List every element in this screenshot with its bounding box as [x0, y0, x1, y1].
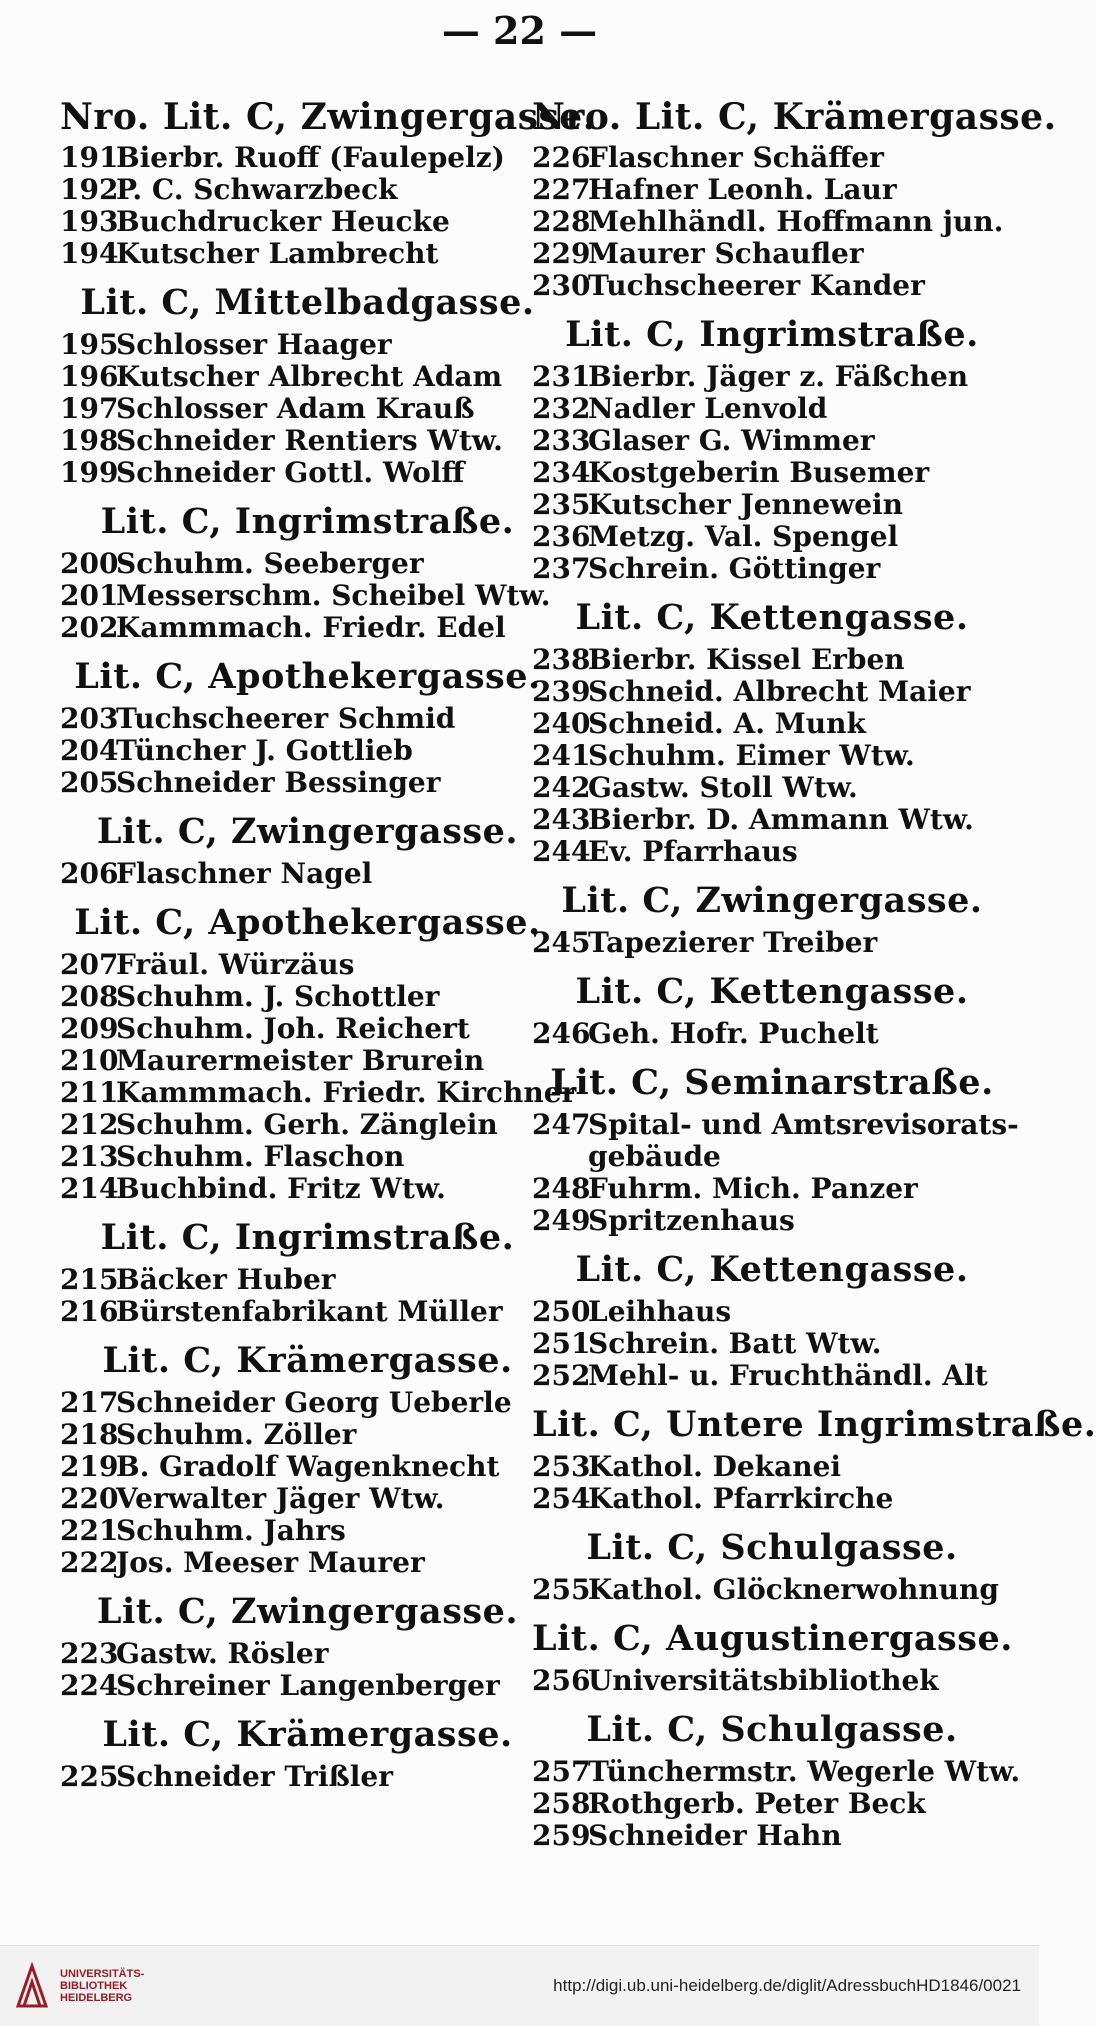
resident-text: P. C. Schwarzbeck	[116, 173, 398, 206]
house-number: 251	[532, 1327, 591, 1360]
address-entry	[532, 1296, 1012, 1328]
resident-text: Bierbr. D. Ammann Wtw.	[588, 803, 974, 836]
house-number: 241	[532, 739, 591, 772]
resident-text: Bierbr. Jäger z. Fäßchen	[588, 360, 969, 393]
house-number: 244	[532, 835, 591, 868]
address-entry	[532, 1141, 1012, 1173]
house-number: 196	[60, 360, 119, 393]
house-number: 247	[532, 1108, 591, 1141]
address-entry	[532, 1820, 1012, 1852]
house-number: 227	[532, 173, 591, 206]
resident-text: Schuhm. J. Schottler	[116, 980, 440, 1013]
resident-text: Geh. Hofr. Puchelt	[588, 1017, 879, 1050]
street-heading: Lit. C, Krämergasse.	[102, 1340, 513, 1381]
resident-text: Schuhm. Seeberger	[116, 547, 424, 580]
address-entry	[60, 1264, 555, 1296]
address-entry	[60, 206, 555, 238]
address-entry	[532, 1205, 1012, 1237]
address-entry	[60, 1045, 555, 1077]
resident-text: Bürstenfabrikant Müller	[116, 1295, 503, 1328]
house-number: 197	[60, 392, 119, 425]
footer-bar	[0, 1945, 1039, 2026]
resident-text: Tünchermstr. Wegerle Wtw.	[588, 1755, 1021, 1788]
house-number: 193	[60, 205, 119, 238]
address-entry	[532, 1328, 1012, 1360]
address-entry	[532, 1451, 1012, 1483]
address-entry	[532, 1665, 1012, 1697]
resident-text: Schreiner Langenberger	[116, 1669, 500, 1702]
address-entry	[60, 457, 555, 489]
address-entry	[60, 703, 555, 735]
street-heading: Lit. C, Krämergasse.	[102, 1714, 513, 1755]
street-heading: Lit. C, Seminarstraße.	[550, 1062, 994, 1103]
resident-text: Ev. Pfarrhaus	[588, 835, 798, 868]
address-entry	[532, 206, 1012, 238]
address-entry	[60, 612, 555, 644]
resident-text: Schuhm. Flaschon	[116, 1140, 405, 1173]
address-entry	[60, 1173, 555, 1205]
street-heading: Lit. C, Zwingergasse.	[96, 811, 519, 852]
resident-text: Jos. Meeser Maurer	[116, 1546, 425, 1579]
library-name-line: BIBLIOTHEK	[60, 1980, 128, 1992]
address-entry	[532, 457, 1012, 489]
resident-text: Verwalter Jäger Wtw.	[116, 1482, 445, 1515]
address-entry	[60, 1419, 555, 1451]
street-heading: Lit. C, Schulgasse.	[586, 1709, 958, 1750]
address-entry	[60, 361, 555, 393]
resident-text: Schuhm. Joh. Reichert	[116, 1012, 470, 1045]
house-number: 243	[532, 803, 591, 836]
house-number: 228	[532, 205, 591, 238]
house-number: 230	[532, 269, 591, 302]
house-number: 192	[60, 173, 119, 206]
resident-text: Spritzenhaus	[588, 1204, 795, 1237]
house-number: 204	[60, 734, 119, 767]
right-column	[532, 96, 1096, 1852]
resident-text: Schuhm. Zöller	[116, 1418, 357, 1451]
resident-text: Kathol. Pfarrkirche	[588, 1482, 894, 1515]
house-number: 210	[60, 1044, 119, 1077]
resident-text: Kathol. Dekanei	[588, 1450, 842, 1483]
house-number: 202	[60, 611, 119, 644]
house-number: 240	[532, 707, 591, 740]
address-entry	[532, 238, 1012, 270]
address-entry	[532, 393, 1012, 425]
house-number: 255	[532, 1573, 591, 1606]
house-number: 234	[532, 456, 591, 489]
house-number: 248	[532, 1172, 591, 1205]
house-number: 195	[60, 328, 119, 361]
resident-text: Maurermeister Brurein	[116, 1044, 485, 1077]
address-entry	[60, 393, 555, 425]
address-entry	[60, 142, 555, 174]
address-entry	[60, 548, 555, 580]
house-number: 250	[532, 1295, 591, 1328]
house-number: 257	[532, 1755, 591, 1788]
house-number: 259	[532, 1819, 591, 1852]
street-heading: Lit. C, Zwingergasse.	[96, 1591, 519, 1632]
address-entry	[532, 174, 1012, 206]
resident-text: gebäude	[588, 1140, 721, 1173]
resident-text: Flaschner Schäffer	[588, 141, 884, 174]
house-number: 194	[60, 237, 119, 270]
resident-text: Kammmach. Friedr. Edel	[116, 611, 506, 644]
address-entry	[60, 1141, 555, 1173]
street-heading: Lit. C, Kettengasse.	[575, 597, 969, 638]
house-number: 258	[532, 1787, 591, 1820]
resident-text: Gastw. Stoll Wtw.	[588, 771, 858, 804]
address-entry	[60, 425, 555, 457]
resident-text: Kutscher Lambrecht	[116, 237, 439, 270]
address-entry	[532, 836, 1012, 868]
house-number: 219	[60, 1450, 119, 1483]
resident-text: Schneider Bessinger	[116, 766, 441, 799]
address-entry	[532, 1755, 1021, 1788]
house-number: 206	[60, 857, 119, 890]
address-entry	[532, 1574, 1012, 1606]
house-number: 199	[60, 456, 119, 489]
right-column-header: Nro. Lit. C, Krämergasse.	[532, 96, 1057, 138]
street-heading: Lit. C, Augustinergasse.	[532, 1618, 1013, 1659]
resident-text: Kostgeberin Busemer	[588, 456, 930, 489]
library-logo-icon	[14, 1960, 50, 2010]
address-entry	[532, 1108, 1019, 1141]
house-number: 203	[60, 702, 119, 735]
resident-text: Schuhm. Gerh. Zänglein	[116, 1108, 498, 1141]
house-number: 212	[60, 1108, 119, 1141]
house-number: 207	[60, 948, 119, 981]
resident-text: Schneid. A. Munk	[588, 707, 866, 740]
resident-text: Universitätsbibliothek	[588, 1664, 939, 1697]
address-entry	[532, 489, 1012, 521]
house-number: 191	[60, 141, 119, 174]
house-number: 198	[60, 424, 119, 457]
address-entry	[532, 676, 1012, 708]
resident-text: Hafner Leonh. Laur	[588, 173, 897, 206]
house-number: 254	[532, 1482, 591, 1515]
address-entry	[532, 740, 1012, 772]
house-number: 214	[60, 1172, 119, 1205]
house-number: 233	[532, 424, 591, 457]
resident-text: B. Gradolf Wagenknecht	[116, 1450, 500, 1483]
address-entry	[60, 1451, 555, 1483]
resident-text: Messerschm. Scheibel Wtw.	[116, 579, 551, 612]
street-heading: Lit. C, Ingrimstraße.	[565, 314, 979, 355]
resident-text: Buchdrucker Heucke	[116, 205, 450, 238]
address-entry	[532, 521, 1012, 553]
address-entry	[60, 858, 555, 890]
resident-text: Schlosser Adam Krauß	[116, 392, 475, 425]
house-number: 222	[60, 1546, 119, 1579]
house-number: 221	[60, 1514, 119, 1547]
house-number: 229	[532, 237, 591, 270]
address-entry	[532, 804, 1012, 836]
resident-text: Schuhm. Eimer Wtw.	[588, 739, 915, 772]
address-entry	[60, 949, 555, 981]
house-number: 216	[60, 1295, 119, 1328]
address-entry	[60, 1109, 555, 1141]
address-entry	[532, 425, 1012, 457]
street-heading: Lit. C, Zwingergasse.	[561, 880, 983, 921]
resident-text: Bäcker Huber	[116, 1263, 336, 1296]
address-entry	[532, 644, 1012, 676]
house-number: 239	[532, 675, 591, 708]
address-entry	[60, 981, 555, 1013]
house-number: 236	[532, 520, 591, 553]
resident-text: Mehlhändl. Hoffmann jun.	[588, 205, 1004, 238]
address-entry	[532, 1483, 1012, 1515]
house-number: 252	[532, 1359, 591, 1392]
house-number: 231	[532, 360, 591, 393]
resident-text: Flaschner Nagel	[116, 857, 373, 890]
house-number: 224	[60, 1669, 119, 1702]
resident-text: Kutscher Jennewein	[588, 488, 903, 521]
street-heading: Lit. C, Ingrimstraße.	[100, 501, 515, 542]
right-sections	[532, 141, 1096, 1852]
house-number: 215	[60, 1263, 119, 1296]
address-entry	[532, 361, 1012, 393]
resident-text: Schuhm. Jahrs	[116, 1514, 346, 1547]
resident-text: Schneider Hahn	[588, 1819, 842, 1852]
resident-text: Kathol. Glöcknerwohnung	[588, 1573, 999, 1606]
resident-text: Tapezierer Treiber	[588, 926, 878, 959]
address-entry	[60, 1670, 555, 1702]
address-entry	[60, 1761, 555, 1793]
street-heading: Lit. C, Schulgasse.	[586, 1527, 958, 1568]
address-entry	[60, 1483, 555, 1515]
resident-text: Fräul. Würzäus	[116, 948, 355, 981]
address-entry	[60, 1515, 555, 1547]
resident-text: Kutscher Albrecht Adam	[116, 360, 503, 393]
resident-text: Schneider Trißler	[116, 1760, 393, 1793]
resident-text: Mehl- u. Fruchthändl. Alt	[588, 1359, 988, 1392]
house-number: 237	[532, 552, 591, 585]
house-number: 220	[60, 1482, 119, 1515]
house-number: 213	[60, 1140, 119, 1173]
resident-text: Schneider Rentiers Wtw.	[116, 424, 503, 457]
library-name	[60, 1968, 144, 2004]
house-number: 232	[532, 392, 591, 425]
resident-text: Bierbr. Kissel Erben	[588, 643, 905, 676]
house-number: 226	[532, 141, 591, 174]
address-entry	[532, 142, 1012, 174]
house-number: 242	[532, 771, 591, 804]
resident-text: Nadler Lenvold	[588, 392, 828, 425]
resident-text: Schrein. Batt Wtw.	[588, 1327, 882, 1360]
resident-text: Schrein. Göttinger	[588, 552, 881, 585]
street-heading: Lit. C, Mittelbadgasse.	[80, 282, 535, 323]
address-entry	[60, 767, 555, 799]
house-number: 225	[60, 1760, 119, 1793]
address-entry	[60, 238, 555, 270]
address-entry	[60, 174, 555, 206]
house-number: 245	[532, 926, 591, 959]
resident-text: Bierbr. Ruoff (Faulepelz)	[116, 141, 505, 174]
library-name-line: UNIVERSITÄTS-	[60, 1968, 145, 1980]
resident-text: Glaser G. Wimmer	[588, 424, 875, 457]
street-heading: Lit. C, Apothekergasse.	[74, 656, 541, 697]
address-entry	[60, 1296, 555, 1328]
resident-text: Leihhaus	[588, 1295, 732, 1328]
house-number: 235	[532, 488, 591, 521]
resident-text: Fuhrm. Mich. Panzer	[588, 1172, 918, 1205]
address-entry	[532, 270, 1012, 302]
resident-text: Schneid. Albrecht Maier	[588, 675, 971, 708]
house-number: 200	[60, 547, 119, 580]
resident-text: Tuchscheerer Kander	[588, 269, 925, 302]
resident-text: Schneider Gottl. Wolff	[116, 456, 465, 489]
house-number: 238	[532, 643, 591, 676]
house-number: 218	[60, 1418, 119, 1451]
address-entry	[532, 553, 1012, 585]
left-column-header: Nro. Lit. C, Zwingergasse.	[60, 96, 596, 138]
house-number: 201	[60, 579, 119, 612]
address-entry	[532, 708, 1012, 740]
resident-text: Schneider Georg Ueberle	[116, 1386, 512, 1419]
resident-text: Tüncher J. Gottlieb	[116, 734, 413, 767]
house-number: 256	[532, 1664, 591, 1697]
house-number: 205	[60, 766, 119, 799]
house-number: 223	[60, 1637, 119, 1670]
house-number: 217	[60, 1386, 119, 1419]
resident-text: Buchbind. Fritz Wtw.	[116, 1172, 446, 1205]
address-entry	[60, 735, 555, 767]
address-entry	[60, 580, 555, 612]
address-entry	[60, 1076, 577, 1109]
resident-text: Tuchscheerer Schmid	[116, 702, 456, 735]
address-entry	[532, 927, 1012, 959]
resident-text: Spital- und Amtsrevisorats-	[588, 1108, 1019, 1141]
street-heading: Lit. C, Apothekergasse.	[74, 902, 541, 943]
street-heading: Lit. C, Ingrimstraße.	[100, 1217, 515, 1258]
address-entry	[532, 1173, 1012, 1205]
resident-text: Gastw. Rösler	[116, 1637, 329, 1670]
address-entry	[60, 1013, 555, 1045]
resident-text: Metzg. Val. Spengel	[588, 520, 899, 553]
house-number: 208	[60, 980, 119, 1013]
street-heading: Lit. C, Untere Ingrimstraße.	[532, 1404, 1096, 1445]
house-number: 253	[532, 1450, 591, 1483]
address-entry	[532, 1360, 1012, 1392]
resident-text: Schlosser Haager	[116, 328, 392, 361]
source-url[interactable]: http://digi.ub.uni-heidelberg.de/diglit/AdressbuchHD1846/0021	[553, 1976, 1021, 1995]
resident-text: Rothgerb. Peter Beck	[588, 1787, 926, 1820]
street-heading: Lit. C, Kettengasse.	[575, 1249, 969, 1290]
address-entry	[60, 1387, 555, 1419]
resident-text: Maurer Schaufler	[588, 237, 864, 270]
resident-text: Kammmach. Friedr. Kirchner	[116, 1076, 577, 1109]
house-number: 209	[60, 1012, 119, 1045]
house-number: 246	[532, 1017, 591, 1050]
address-entry	[532, 1788, 1012, 1820]
address-entry	[532, 1018, 1012, 1050]
address-entry	[60, 1547, 555, 1579]
house-number: 211	[60, 1076, 119, 1109]
library-name-line: HEIDELBERG	[60, 1992, 133, 2004]
street-heading: Lit. C, Kettengasse.	[575, 971, 969, 1012]
house-number: 249	[532, 1204, 591, 1237]
address-entry	[60, 329, 555, 361]
address-entry	[532, 772, 1012, 804]
address-entry	[60, 1638, 555, 1670]
page-number: — 22 —	[441, 8, 598, 53]
